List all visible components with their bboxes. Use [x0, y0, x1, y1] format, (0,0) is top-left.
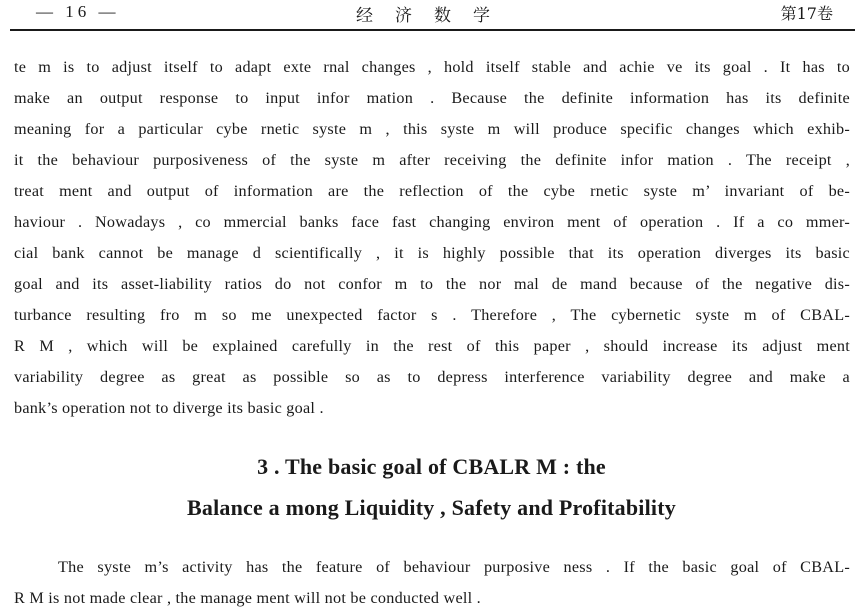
- text-line: cial bank cannot be manage d scientifically , it is highly possible that its operation diverges its basic: [14, 244, 850, 262]
- text-line: make an output response to input infor mation . Because the definite information has its definite: [14, 89, 850, 107]
- text-line: The syste m’s activity has the feature of behaviour purposive ness . If the basic goal of CBAL-: [58, 558, 850, 576]
- text-line: turbance resulting fro m so me unexpected factor s . Therefore , The cybernetic syste m of CBAL-: [14, 306, 850, 324]
- text-line: meaning for a particular cybe rnetic syste m , this syste m will produce specific changes which exhib-: [14, 120, 850, 138]
- text-line: R M , which will be explained carefully in the rest of this paper , should increase its adjust ment: [14, 337, 850, 355]
- text-line: bank’s operation not to diverge its basic goal .: [14, 399, 324, 417]
- text-line: variability degree as great as possible so as to depress interference variability degree and make a: [14, 368, 850, 386]
- running-header: [0, 0, 863, 28]
- text-line: goal and its asset-liability ratios do not confor m to the nor mal de mand because of the negative dis-: [14, 275, 850, 293]
- page-number: — 16 —: [36, 2, 120, 21]
- text-line: te m is to adjust itself to adapt exte rnal changes , hold itself stable and achie ve its goal . It has to: [14, 58, 850, 76]
- header-rule: [10, 29, 855, 31]
- volume-number: 第17卷: [780, 4, 833, 23]
- text-line: it the behaviour purposiveness of the syste m after receiving the definite infor mation . The receipt ,: [14, 151, 850, 169]
- body-paragraph-2: [14, 552, 850, 614]
- section-heading-line-1: 3 . The basic goal of CBALR M : the: [257, 454, 606, 479]
- section-heading-line-2: Balance a mong Liquidity , Safety and Profitability: [187, 495, 676, 520]
- text-line: treat ment and output of information are the reflection of the cybe rnetic syste m’ invariant of be-: [14, 182, 850, 200]
- text-line: haviour . Nowadays , co mmercial banks face fast changing environ ment of operation . If a co mmer-: [14, 213, 850, 231]
- body-paragraph-1: [14, 52, 850, 424]
- text-line: R M is not made clear , the manage ment will not be conducted well .: [14, 589, 481, 607]
- journal-title: 经济数学: [356, 6, 512, 26]
